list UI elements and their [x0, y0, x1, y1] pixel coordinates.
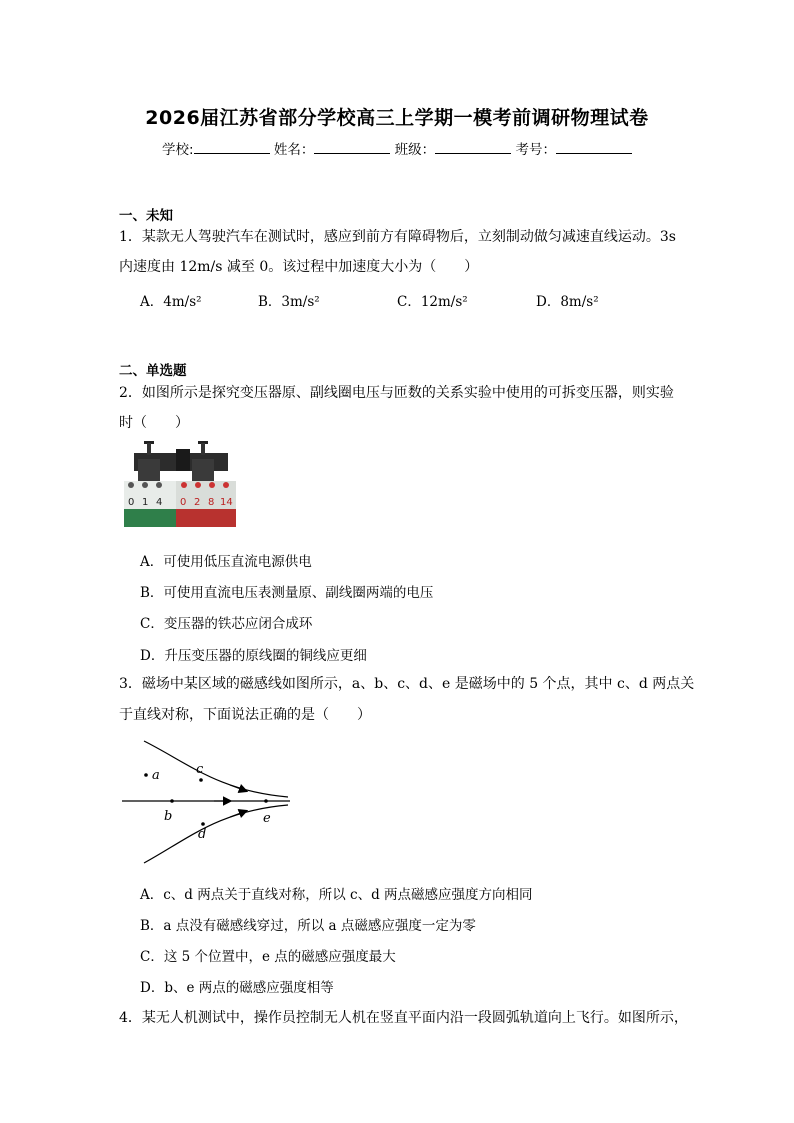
section-heading-unknown: 一、未知	[119, 208, 173, 224]
q2-option-c[interactable]: C．变压器的铁芯应闭合成环	[140, 616, 313, 632]
q2-stem-line1: 2．如图所示是探究变压器原、副线圈电压与匝数的关系实验中使用的可拆变压器，则实验	[119, 385, 674, 401]
section-heading-single-choice: 二、单选题	[119, 363, 187, 379]
student-info-line	[0, 138, 794, 158]
q2-option-b[interactable]: B．可使用直流电压表测量原、副线圈两端的电压	[140, 585, 434, 601]
q3-stem-line2: 于直线对称，下面说法正确的是（ ）	[119, 707, 371, 723]
field-line-top	[144, 741, 288, 797]
coil-label-14: 14	[220, 497, 233, 508]
q3-option-d[interactable]: D．b、e 两点的磁感应强度相等	[140, 980, 334, 996]
coil-label-2: 2	[194, 497, 201, 508]
q4-stem-line1: 4．某无人机测试中，操作员控制无人机在竖直平面内沿一段圆弧轨道向上飞行。如图所示，	[119, 1010, 688, 1026]
q2-stem-line2: 时（ ）	[119, 415, 189, 431]
q3-option-b[interactable]: B．a 点没有磁感线穿过，所以 a 点磁感应强度一定为零	[140, 918, 476, 934]
q1-option-a[interactable]: A．4m/s²	[140, 294, 202, 310]
point-label-a: a	[152, 768, 160, 783]
q3-stem-line1: 3．磁场中某区域的磁感线如图所示，a、b、c、d、e 是磁场中的 5 个点，其中 c、d 两点关	[119, 676, 695, 692]
magnetic-field-figure	[118, 735, 294, 865]
school-blank[interactable]	[194, 141, 270, 154]
exam-number-label: 考号：	[515, 142, 556, 158]
transformer-figure	[118, 437, 240, 529]
point-label-e: e	[263, 811, 271, 826]
page-title: 2026届江苏省部分学校高三上学期一模考前调研物理试卷	[145, 107, 649, 129]
q1-option-b[interactable]: B．3m/s²	[258, 294, 320, 310]
point-label-b: b	[164, 809, 173, 824]
name-blank[interactable]	[314, 141, 390, 154]
q2-option-d[interactable]: D．升压变压器的原线圈的铜线应更细	[140, 648, 367, 664]
class-blank[interactable]	[435, 141, 511, 154]
q1-option-d[interactable]: D．8m/s²	[536, 294, 599, 310]
coil-label-8: 8	[208, 497, 215, 508]
point-label-d: d	[198, 827, 207, 842]
coil-label-0b: 0	[180, 497, 187, 508]
class-label: 班级：	[394, 142, 436, 158]
q3-option-a[interactable]: A．c、d 两点关于直线对称，所以 c、d 两点磁感应强度方向相同	[140, 887, 533, 903]
q1-option-c[interactable]: C．12m/s²	[397, 294, 468, 310]
name-label: 姓名：	[273, 142, 315, 158]
school-label: 学校:	[162, 142, 194, 158]
q3-option-c[interactable]: C．这 5 个位置中，e 点的磁感应强度最大	[140, 949, 396, 965]
q1-stem-line1: 1．某款无人驾驶汽车在测试时，感应到前方有障碍物后，立刻制动做匀减速直线运动。3s	[119, 229, 676, 245]
q1-stem-line2: 内速度由 12m/s 减至 0。该过程中加速度大小为（ ）	[119, 259, 479, 275]
coil-label-4: 4	[156, 497, 163, 508]
coil-label-0: 0	[128, 497, 135, 508]
coil-label-1: 1	[142, 497, 149, 508]
q2-option-a[interactable]: A．可使用低压直流电源供电	[140, 554, 312, 570]
exam-number-blank[interactable]	[556, 141, 632, 154]
point-label-c: c	[196, 762, 204, 777]
